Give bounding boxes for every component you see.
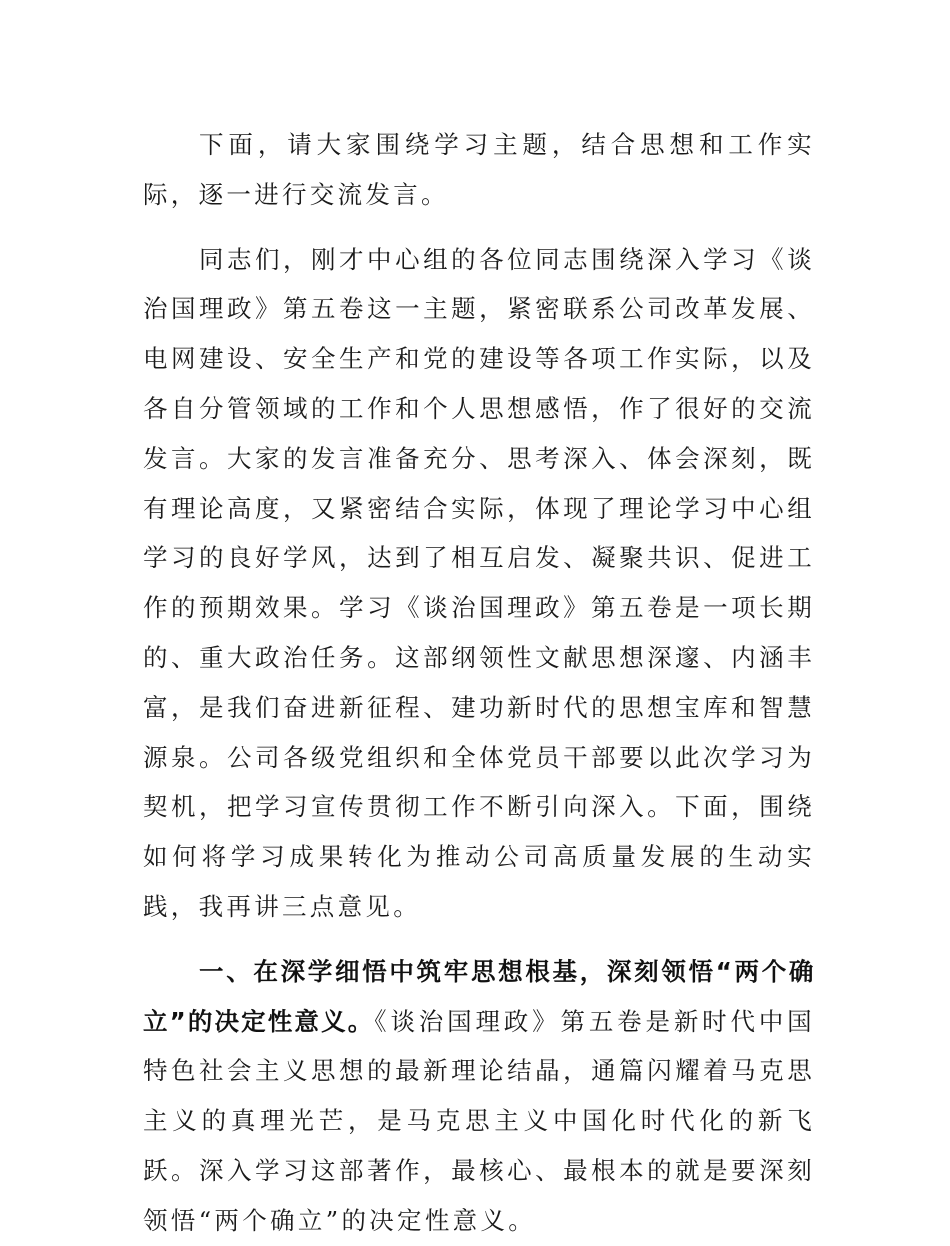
paragraph-intro — [143, 120, 815, 220]
paragraph-text: 下面，请大家围绕学习主题，结合思想和工作实际，逐一进行交流发言。 — [143, 130, 815, 209]
paragraph-point-one — [143, 947, 815, 1246]
paragraph-summary — [143, 235, 815, 932]
document-page — [143, 120, 815, 1246]
section-heading: 一、在深学细悟中筑牢思想根基，深刻领悟“两个确立”的决定性意义。 — [143, 956, 815, 1036]
paragraph-text: 《谈治国理政》第五卷是新时代中国特色社会主义思想的最新理论结晶，通篇闪耀着马克思主义的真理光芒，是马克思主义中国化时代化的新飞跃。深入学习这部著作，最核心、最根本的就是要深刻领悟“两个确立”的决定性意义。 — [143, 1006, 815, 1235]
paragraph-text: 同志们，刚才中心组的各位同志围绕深入学习《谈治国理政》第五卷这一主题，紧密联系公司改革发展、电网建设、安全生产和党的建设等各项工作实际，以及各自分管领域的工作和个人思想感悟，作了很好的交流发言。大家的发言准备充分、思考深入、体会深刻，既有理论高度，又紧密结合实际，体现了理论学习中心组学习的良好学风，达到了相互启发、凝聚共识、促进工作的预期效果。学习《谈治国理政》第五卷是一项长期的、重大政治任务。这部纲领性文献思想深邃、内涵丰富，是我们奋进新征程、建功新时代的思想宝库和智慧源泉。公司各级党组织和全体党员干部要以此次学习为契机，把学习宣传贯彻工作不断引向深入。下面，围绕如何将学习成果转化为推动公司高质量发展的生动实践，我再讲三点意见。 — [143, 244, 815, 921]
